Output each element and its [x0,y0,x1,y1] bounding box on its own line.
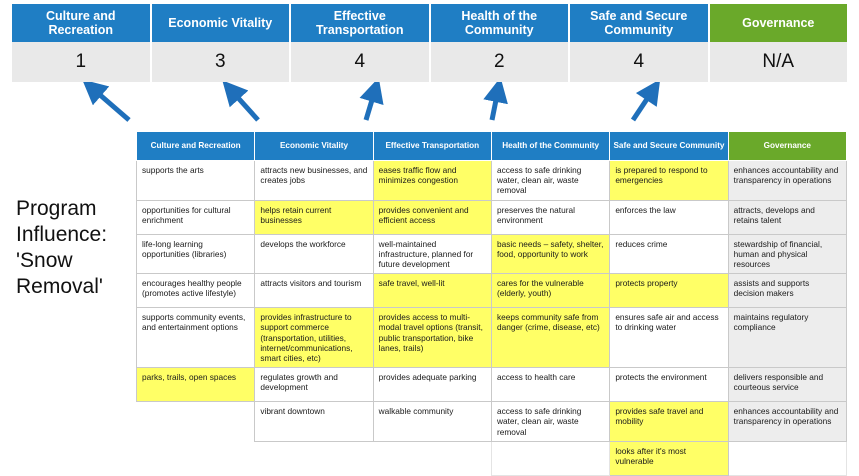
matrix-cell-culture: opportunities for cultural enrichment [137,200,255,234]
matrix-cell-transportation: well-maintained infrastructure, planned for future development [373,234,491,274]
top-score-safe: 4 [570,42,710,82]
matrix-row [137,200,847,234]
top-header-transportation: Effective Transportation [291,4,431,42]
matrix-cell-economic: attracts new businesses, and creates jobs [255,161,373,201]
matrix-row [137,402,847,442]
matrix-cell-health: cares for the vulnerable (elderly, youth) [491,274,609,308]
matrix-cell-governance: attracts, develops and retains talent [728,200,846,234]
matrix-header-transportation: Effective Transportation [373,132,491,161]
program-influence-caption: Program Influence: 'Snow Removal' [16,197,108,298]
influence-matrix [136,131,847,476]
arrow-transportation-icon [366,90,375,120]
matrix-cell-economic: helps retain current businesses [255,200,373,234]
scorecard-top-band [12,4,847,82]
matrix-cell-health [491,441,609,475]
matrix-cell-safe: protects the environment [610,368,728,402]
matrix-cell-transportation: walkable community [373,402,491,442]
matrix-cell-economic: attracts visitors and tourism [255,274,373,308]
scorecard-header-row [12,4,847,42]
matrix-row [137,274,847,308]
matrix-cell-safe: ensures safe air and access to drinking water [610,308,728,368]
matrix-header-economic: Economic Vitality [255,132,373,161]
matrix-header-safe: Safe and Secure Community [610,132,728,161]
matrix-cell-governance: assists and supports decision makers [728,274,846,308]
matrix-cell-governance: enhances accountability and transparency in operations [728,402,846,442]
matrix-row [137,234,847,274]
matrix-cell-culture: life-long learning opportunities (libraries) [137,234,255,274]
matrix-cell-culture [137,402,255,442]
matrix-cell-economic: provides infrastructure to support commerce (transportation, utilities, internet/communications, smart cities, etc) [255,308,373,368]
matrix-cell-transportation: safe travel, well-lit [373,274,491,308]
arrow-economic-icon [231,90,258,120]
matrix-cell-culture: parks, trails, open spaces [137,368,255,402]
matrix-header-health: Health of the Community [491,132,609,161]
top-header-economic: Economic Vitality [152,4,292,42]
matrix-cell-health: access to safe drinking water, clean air, waste removal [491,161,609,201]
matrix-row [137,368,847,402]
matrix-cell-safe: enforces the law [610,200,728,234]
top-score-governance: N/A [762,51,795,72]
arrow-culture-icon [92,88,129,120]
arrow-group [0,82,859,132]
matrix-row [137,441,847,475]
matrix-cell-culture [137,441,255,475]
matrix-cell-health: access to health care [491,368,609,402]
matrix-cell-safe: protects property [610,274,728,308]
matrix-header [137,132,847,161]
top-header-health: Health of the Community [431,4,571,42]
matrix-header-row [137,132,847,161]
top-score-transportation: 4 [291,42,431,82]
matrix-cell-safe: is prepared to respond to emergencies [610,161,728,201]
top-header-culture: Culture and Recreation [12,4,152,42]
top-score-culture: 1 [12,42,152,82]
matrix-header-culture: Culture and Recreation [137,132,255,161]
arrow-health-icon [492,90,498,120]
matrix-cell-safe: looks after it's most vulnerable [610,441,728,475]
matrix-cell-health: access to safe drinking water, clean air, waste removal [491,402,609,442]
matrix-cell-transportation: provides access to multi-modal travel options (transit, public transportation, bike lanes, trails) [373,308,491,368]
matrix-row [137,308,847,368]
arrow-safe-icon [633,90,653,120]
matrix-cell-transportation: provides adequate parking [373,368,491,402]
matrix-cell-governance: enhances accountability and transparency in operations [728,161,846,201]
matrix-cell-economic: vibrant downtown [255,402,373,442]
matrix-cell-culture: supports the arts [137,161,255,201]
matrix-cell-transportation [373,441,491,475]
matrix-cell-transportation: provides convenient and efficient access [373,200,491,234]
matrix-header-governance: Governance [728,132,846,161]
matrix-cell-economic: develops the workforce [255,234,373,274]
matrix-cell-safe: provides safe travel and mobility [610,402,728,442]
matrix-cell-governance: maintains regulatory compliance [728,308,846,368]
matrix-cell-governance: delivers responsible and courteous service [728,368,846,402]
matrix-cell-health: keeps community safe from danger (crime, disease, etc) [491,308,609,368]
matrix-cell-economic: regulates growth and development [255,368,373,402]
matrix-cell-safe: reduces crime [610,234,728,274]
top-score-economic: 3 [152,42,292,82]
top-header-governance: Governance [710,4,848,42]
matrix-cell-health: basic needs – safety, shelter, food, opportunity to work [491,234,609,274]
matrix-cell-transportation: eases traffic flow and minimizes congestion [373,161,491,201]
matrix-cell-health: preserves the natural environment [491,200,609,234]
matrix-cell-governance [728,441,846,475]
matrix-row [137,161,847,201]
matrix-cell-governance: stewardship of financial, human and physical resources [728,234,846,274]
matrix-cell-culture: supports community events, and entertainment options [137,308,255,368]
matrix-body [137,161,847,476]
matrix-cell-culture: encourages healthy people (promotes active lifestyle) [137,274,255,308]
top-header-safe: Safe and Secure Community [570,4,710,42]
matrix-cell-economic [255,441,373,475]
top-score-health: 2 [431,42,571,82]
scorecard-score-row [12,42,847,82]
